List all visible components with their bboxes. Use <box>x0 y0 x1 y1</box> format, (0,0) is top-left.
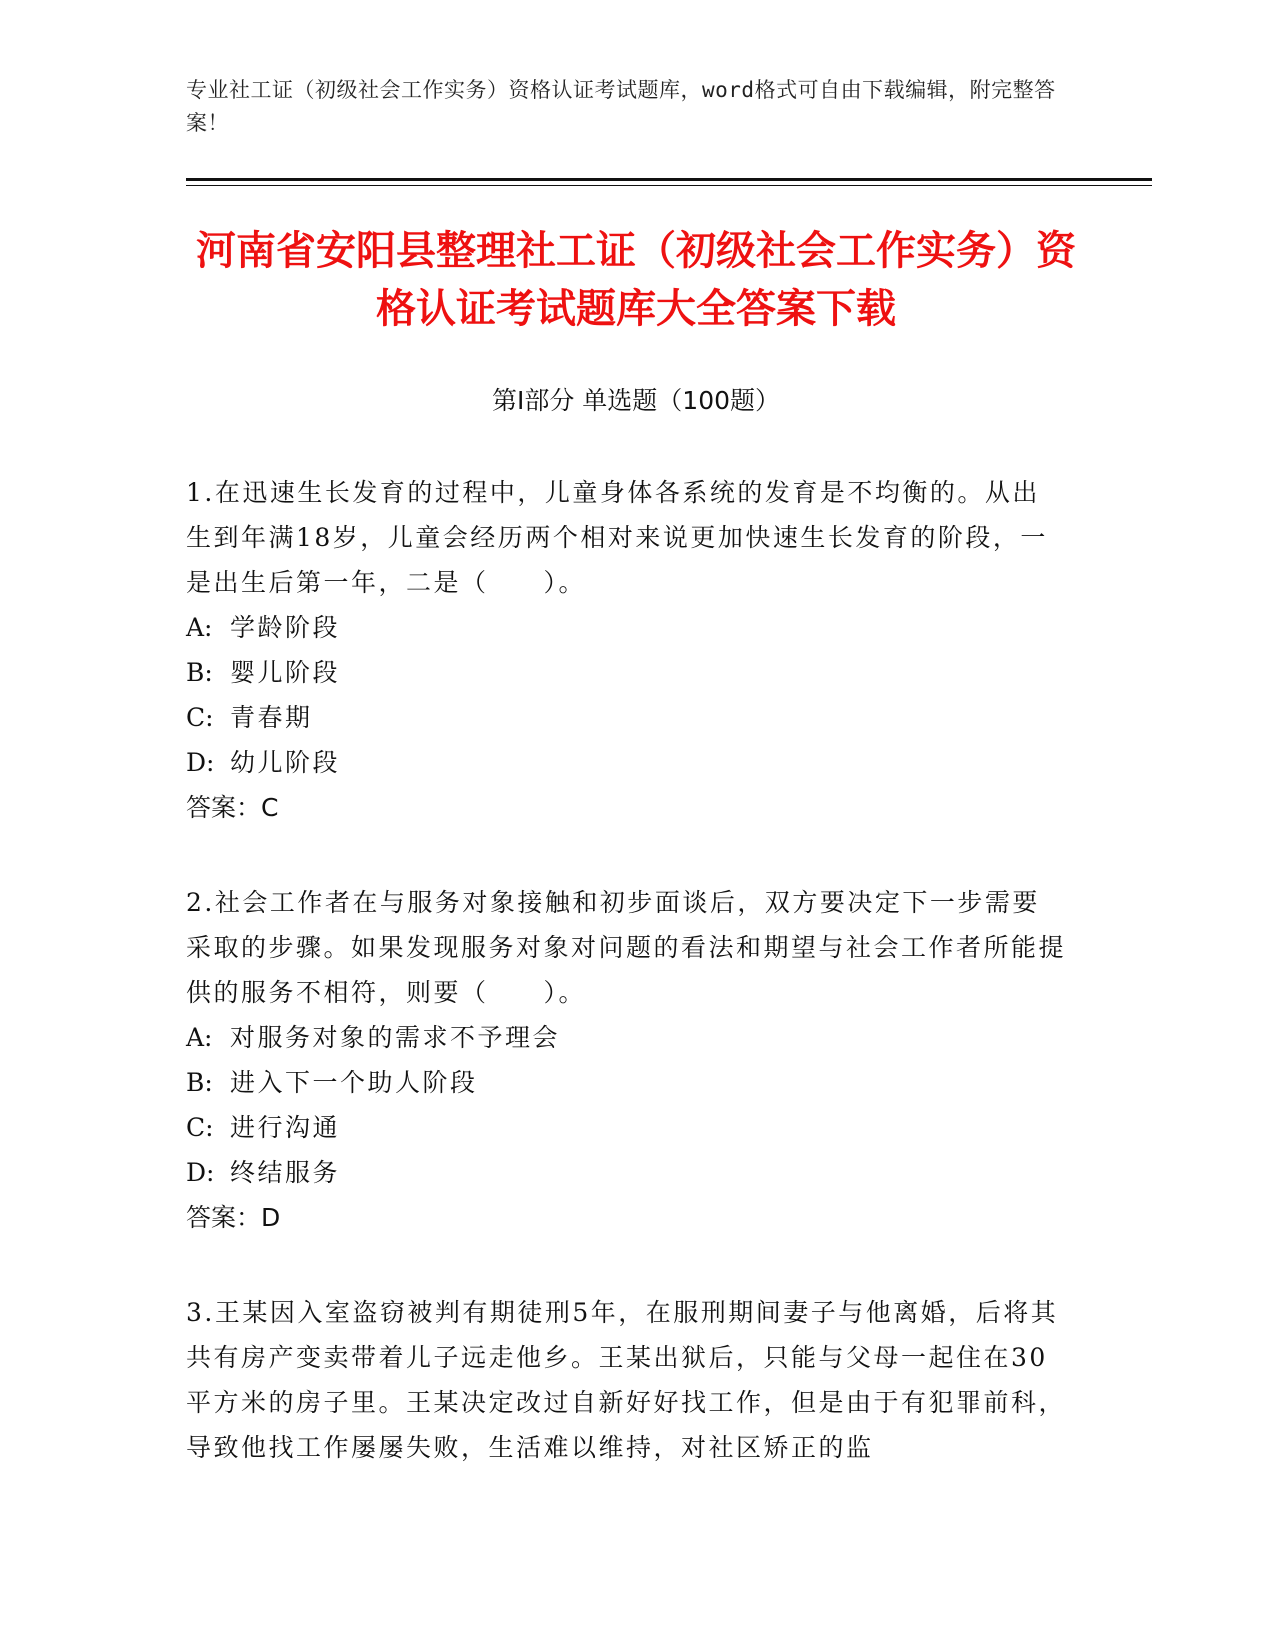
question-stem: 3.王某因入室盗窃被判有期徒刑5年，在服刑期间妻子与他离婚，后将其共有房产变卖带着儿子远走他乡。王某出狱后，只能与父母一起住在30平方米的房子里。王某决定改过自新好好找工作，但是由于有犯罪前科，导致他找工作屡屡失败，生活难以维持，对社区矫正的监 <box>186 1298 1067 1462</box>
option-letter: D: <box>186 1158 215 1187</box>
option-d <box>186 740 1066 785</box>
answer: 答案：D <box>186 1203 281 1232</box>
header-divider-thick <box>186 178 1152 181</box>
option-letter: C: <box>186 703 214 732</box>
question-1 <box>186 470 1066 830</box>
option-letter: B: <box>186 1068 213 1097</box>
option-letter: A: <box>186 1023 213 1052</box>
option-letter: A: <box>186 613 213 642</box>
option-a <box>186 1015 1066 1060</box>
option-b <box>186 650 1066 695</box>
question-stem: 2.社会工作者在与服务对象接触和初步面谈后，双方要决定下一步需要采取的步骤。如果发现服务对象对问题的看法和期望与社会工作者所能提供的服务不相符，则要（ ）。 <box>186 888 1067 1007</box>
question-3 <box>186 1290 1066 1470</box>
option-text: 幼儿阶段 <box>230 748 341 777</box>
option-a <box>186 605 1066 650</box>
option-text: 进入下一个助人阶段 <box>230 1068 478 1097</box>
question-2 <box>186 880 1066 1240</box>
option-text: 婴儿阶段 <box>230 658 341 687</box>
option-d <box>186 1150 1066 1195</box>
answer: 答案：C <box>186 793 279 822</box>
question-stem: 1.在迅速生长发育的过程中，儿童身体各系统的发育是不均衡的。从出生到年满18岁，儿童会经历两个相对来说更加快速生长发育的阶段，一是出生后第一年，二是（ ）。 <box>186 478 1048 597</box>
option-c <box>186 1105 1066 1150</box>
option-text: 终结服务 <box>230 1158 341 1187</box>
header-divider-thin <box>186 185 1152 186</box>
header-note: 专业社工证（初级社会工作实务）资格认证考试题库，word格式可自由下载编辑，附完整答案！ <box>186 78 1056 135</box>
option-text: 进行沟通 <box>230 1113 341 1142</box>
option-text: 青春期 <box>230 703 313 732</box>
option-text: 学龄阶段 <box>230 613 341 642</box>
document-title: 河南省安阳县整理社工证（初级社会工作实务）资格认证考试题库大全答案下载 <box>196 228 1076 332</box>
option-b <box>186 1060 1066 1105</box>
option-text: 对服务对象的需求不予理会 <box>230 1023 561 1052</box>
option-c <box>186 695 1066 740</box>
section-title: 第Ⅰ部分 单选题（100题） <box>491 386 781 415</box>
option-letter: C: <box>186 1113 214 1142</box>
option-letter: B: <box>186 658 213 687</box>
option-letter: D: <box>186 748 215 777</box>
